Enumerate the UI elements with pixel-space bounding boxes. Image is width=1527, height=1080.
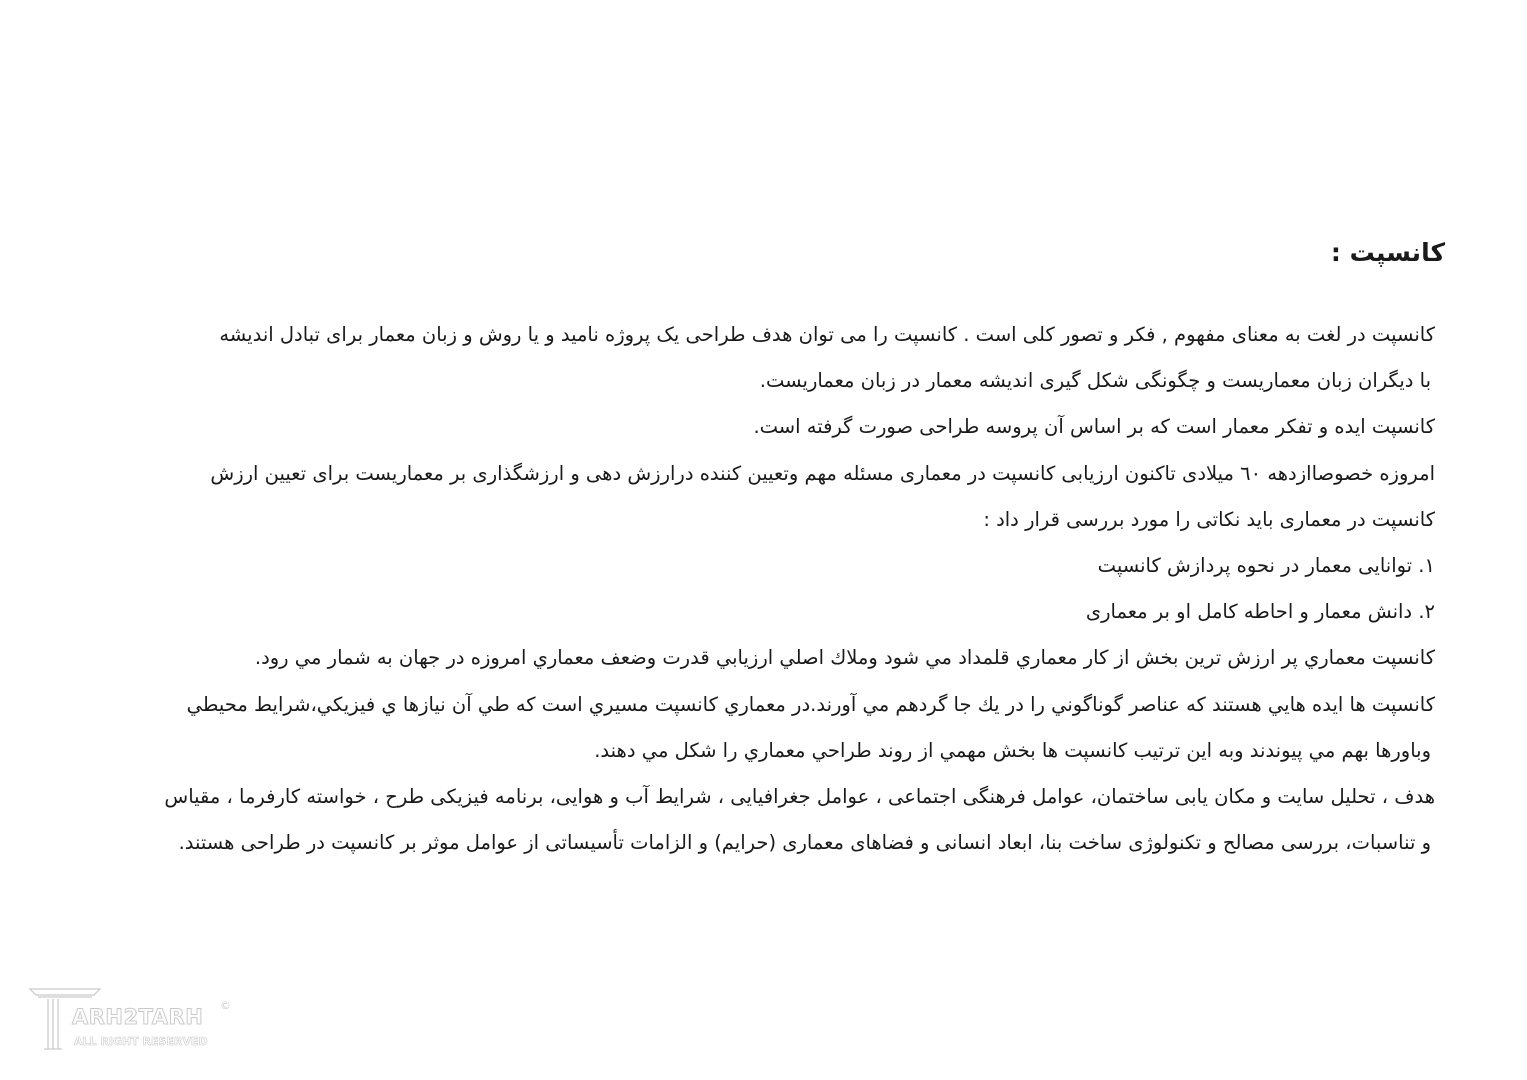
text-line-11: هدف ، تحلیل سایت و مکان یابی ساختمان، عوامل فرهنگی اجتماعی ، عوامل جغرافیایی ، شرایط آب و هوایی، برنامه فیزیکی طرح ، خواسته کارفرما ، مقیاس bbox=[164, 784, 1435, 808]
list-item-2: ۲. دانش معمار و احاطه کامل او بر معماری bbox=[1085, 600, 1435, 624]
text-line-2: با دیگران زبان معماریست و چگونگی شکل گیری اندیشه معمار در زبان معماریست. bbox=[759, 369, 1431, 393]
page-title: کانسپت : bbox=[1330, 238, 1445, 267]
text-line-8: كانسپت معماري پر ارزش ترين بخش از كار معماري قلمداد مي شود وملاك اصلي ارزيابي قدرت وضعف معماري امروزه در جهان به شمار مي رود. bbox=[254, 646, 1435, 670]
watermark-name: ARH2TARH bbox=[72, 1005, 204, 1029]
text-line-12: و تناسبات، بررسی مصالح و تکنولوژی ساخت بنا، ابعاد انسانی و فضاهای معماری (حرایم) و الزامات تأسیساتی از عوامل موثر بر کانسپت در طراحی هستند. bbox=[178, 831, 1431, 855]
text-line-4: امروزه خصوصاازدهه ٦٠ میلادی تاکنون ارزیابی کانسپت در معماری مسئله مهم وتعیین کننده درارزش دهی و ارزشگذاری بر معماریست برای تعیین ارزش bbox=[210, 461, 1435, 485]
text-line-1: کانسپت در لغت به معنای مفهوم , فکر و تصور کلی است . کانسپت را می توان هدف طراحی یک پروژه نامید و یا روش و زبان معمار برای تبادل اندیشه bbox=[219, 323, 1435, 346]
copyright-icon: © bbox=[220, 999, 231, 1012]
watermark-logo bbox=[28, 985, 238, 1055]
text-line-5: کانسپت در معماری باید نکاتی را مورد بررسی قرار داد : bbox=[983, 507, 1435, 531]
watermark-subtitle: ALL RIGHT RESERVED bbox=[74, 1035, 208, 1048]
text-line-3: کانسپت ایده و تفکر معمار است که بر اساس آن پروسه طراحی صورت گرفته است. bbox=[753, 415, 1435, 439]
list-item-1: ۱. توانایی معمار در نحوه پردازش کانسپت bbox=[1097, 553, 1435, 577]
text-line-9: كانسپت ها ايده هايي هستند كه عناصر گوناگوني را در يك جا گردهم مي آورند.در معماري كانسپت مسيري است كه طي آن نيازها ي فيزيكي،شرايط محيطي bbox=[186, 692, 1435, 716]
text-line-10: وباورها بهم مي پيوندند وبه اين ترتيب كانسپت ها بخش مهمي از روند طراحي معماري را شكل مي دهند. bbox=[594, 738, 1431, 762]
body-text bbox=[115, 312, 1435, 866]
